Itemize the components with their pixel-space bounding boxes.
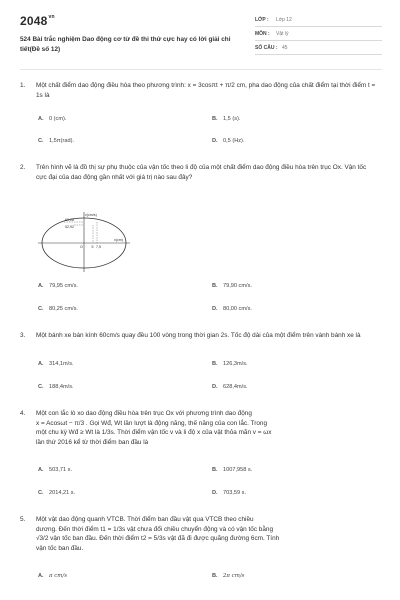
question-number: 2. [20,164,26,171]
graph-x-tick: 5 [91,245,94,249]
meta-lop-value: Lớp 12 [276,17,292,23]
graph-x-tick-2: 7,5 [96,245,101,249]
question-number: 3. [20,332,26,339]
graph-y-label: v(cm/s) [85,213,97,217]
document-title: 524 Bài trắc nghiệm Dao động cơ từ đề thi thử cực hay có lời giải chi tiết(Đề số 12) [20,36,231,53]
meta-mon-label: MÔN : [255,31,270,37]
meta-mon-value: Vật lý [276,31,289,37]
question-text: Một con lắc lò xo dao động điều hòa trên trục Ox với phương trình dao động x = Acosωt − π/3 . Gọi Wđ, Wt lần lượt là động năng, thế năng của con lắc. Trong một chu kỳ Wđ ≥ Wt là 1/3s. Thời điểm vận tốc v và li độ x của vật thỏa mãn v = ωx lần thứ 2016 kể từ thời điểm ban đầu là [36,410,272,446]
graph-x-label: x(cm) [114,238,123,242]
graph-y-tick-2: 52,92 [65,225,74,229]
question-text: Một chất điểm dao động điều hòa theo phương trình: x = 3cosπt + π/2 cm, pha dao động của chất điểm tại thời điểm t = 1s là [36,82,376,99]
meta-socau-label: SỐ CÂU : [255,45,278,51]
question-text: Một bánh xe bán kính 60cm/s quay đều 100 vòng trong thời gian 2s. Tốc độ dài của một điểm trên vành bánh xe là [36,332,361,339]
question-number: 1. [20,82,26,89]
graph-y-tick-1: 69,28 [65,218,74,222]
question-number: 5. [20,516,26,523]
header [20,14,382,64]
graph-origin: O [80,245,83,249]
site-logo[interactable]: $2048^{vn}$ [20,14,55,28]
header-divider [20,69,382,70]
question-text: Một vật dao động quanh VTCB. Thời điểm ban đầu vật qua VTCB theo chiều dương. Đến thời điểm t1 = 1/3s vật chưa đổi chiều chuyển động và có vận tốc bằng √3/2 vận tốc ban đầu. Đến thời điểm t2 = 5/3s vật đã đi được quãng đường 6cm. Tính vận tốc ban đầu. [36,516,280,552]
velocity-displacement-graph [38,210,130,272]
meta-socau-value: 45 [282,45,288,51]
question-text: Trên hình vẽ là đồ thị sự phụ thuộc của vận tốc theo li độ của một chất điểm dao động điều hòa trên trục Ox. Vận tốc cực đại của dao động gần nhất với giá trị nào sau đây? [36,164,367,181]
question-number: 4. [20,410,26,417]
meta-lop [255,14,382,27]
meta-lop-label: LỚP : [255,17,269,23]
meta-mon [255,28,382,41]
meta-socau [255,42,382,55]
